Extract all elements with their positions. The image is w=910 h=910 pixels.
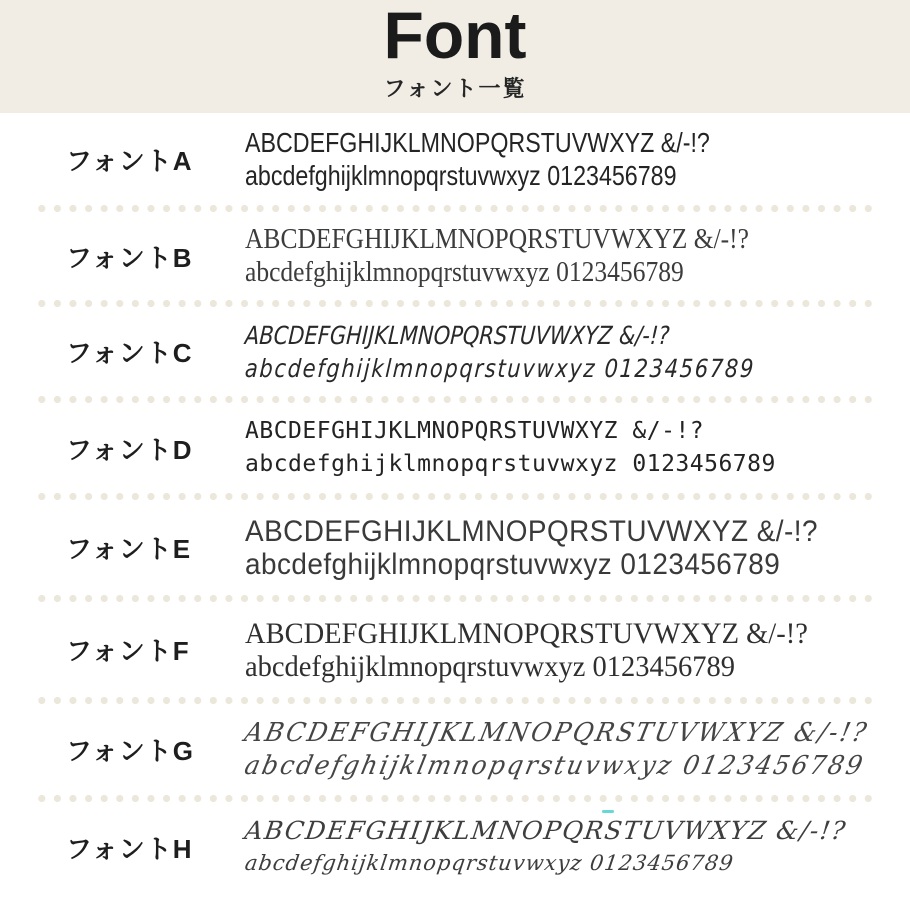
font-sample bbox=[245, 515, 910, 581]
page-title: Font bbox=[383, 0, 527, 72]
dotted-separator bbox=[34, 697, 876, 704]
font-label: フォントE bbox=[66, 534, 192, 564]
stray-cyan-mark bbox=[602, 810, 614, 813]
font-list bbox=[0, 113, 910, 910]
font-row bbox=[0, 802, 910, 910]
font-row bbox=[0, 307, 910, 396]
font-row bbox=[0, 403, 910, 493]
font-label: フォントD bbox=[66, 434, 193, 465]
dotted-separator bbox=[34, 300, 876, 307]
page-subtitle: フォント一覧 bbox=[383, 75, 527, 101]
font-sample bbox=[242, 814, 910, 880]
font-row bbox=[0, 500, 910, 595]
font-sample-uppercase: ABCDEFGHIJKLMNOPQRSTUVWXYZ &/-!? bbox=[245, 514, 818, 548]
dotted-separator bbox=[34, 205, 876, 212]
dotted-separator bbox=[34, 493, 876, 500]
font-row bbox=[0, 704, 910, 795]
font-sample-lowercase: abcdefghijklmnopqrstuvwxyz 0123456789 bbox=[245, 547, 781, 581]
dotted-separator bbox=[34, 595, 876, 602]
font-sample-uppercase: ABCDEFGHIJKLMNOPQRSTUVWXYZ &/-!? bbox=[241, 717, 872, 748]
font-row bbox=[0, 602, 910, 697]
font-label: フォントC bbox=[66, 338, 193, 368]
font-sample-uppercase: ABCDEFGHIJKLMNOPQRSTUVWXYZ &/-!? bbox=[245, 616, 808, 650]
font-sample-uppercase: ABCDEFGHIJKLMNOPQRSTUVWXYZ &/-!? bbox=[245, 127, 710, 158]
font-sample bbox=[241, 717, 910, 783]
font-sample-lowercase: abcdefghijklmnopqrstuvwxyz 0123456789 bbox=[244, 353, 756, 383]
font-sample-lowercase: abcdefghijklmnopqrstuvwxyz 0123456789 bbox=[245, 649, 735, 683]
font-sample-lowercase: abcdefghijklmnopqrstuvwxyz 0123456789 bbox=[245, 256, 684, 288]
font-sample-lowercase: abcdefghijklmnopqrstuvwxyz 0123456789 bbox=[245, 451, 776, 477]
font-sample bbox=[245, 223, 910, 289]
font-sample bbox=[245, 319, 910, 385]
page-header bbox=[0, 0, 910, 113]
dotted-separator bbox=[34, 795, 876, 802]
dotted-separator bbox=[34, 396, 876, 403]
font-sample bbox=[245, 126, 910, 192]
font-sample-lowercase: abcdefghijklmnopqrstuvwxyz 0123456789 bbox=[243, 851, 736, 875]
font-sample-lowercase: abcdefghijklmnopqrstuvwxyz 0123456789 bbox=[245, 160, 677, 191]
font-label: フォントH bbox=[66, 833, 193, 864]
font-sample-uppercase: ABCDEFGHIJKLMNOPQRSTUVWXYZ &/-!? bbox=[245, 223, 750, 255]
font-row bbox=[0, 212, 910, 300]
font-sample-uppercase: ABCDEFGHIJKLMNOPQRSTUVWXYZ &/-!? bbox=[244, 320, 671, 350]
font-label: フォントF bbox=[66, 636, 190, 666]
font-label: フォントA bbox=[66, 145, 193, 176]
font-sample-lowercase: abcdefghijklmnopqrstuvwxyz 0123456789 bbox=[241, 750, 868, 781]
font-sample bbox=[245, 415, 910, 481]
font-label: フォントB bbox=[66, 242, 193, 273]
font-label: フォントG bbox=[66, 736, 194, 766]
font-row bbox=[0, 113, 910, 205]
font-sample-uppercase: ABCDEFGHIJKLMNOPQRSTUVWXYZ &/-!? bbox=[242, 816, 849, 845]
font-sample bbox=[245, 617, 910, 683]
font-sample-uppercase: ABCDEFGHIJKLMNOPQRSTUVWXYZ &/-!? bbox=[245, 418, 705, 444]
